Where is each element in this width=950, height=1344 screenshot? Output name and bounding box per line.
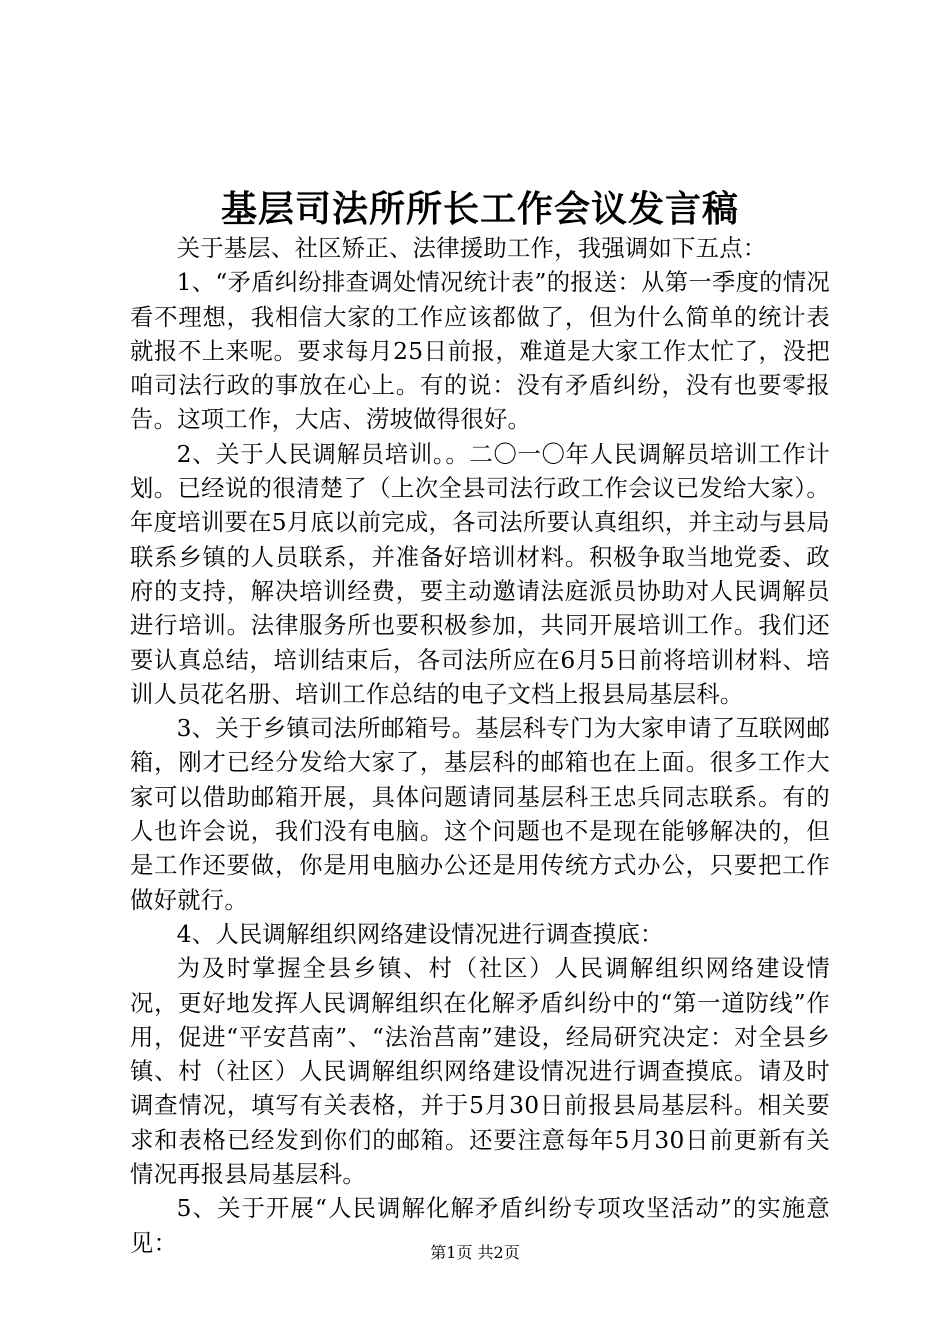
- page-title: 基层司法所所长工作会议发言稿: [220, 188, 739, 230]
- paragraph-intro: 关于基层、社区矫正、法律援助工作，我强调如下五点：: [176, 235, 767, 262]
- paragraph-point-1: 1、“矛盾纠纷排查调处情况统计表”的报送：从第一季度的情况看不理想，我相信大家的工作应该都做了，但为什么简单的统计表就报不上来呢。要求每月25日前报，难道是大家工作太忙了，没把咱司法行政的事放在心上。有的说：没有矛盾纠纷，没有也要零报告。这项工作，大店、涝坡做得很好。: [130, 269, 830, 434]
- document-body: [130, 232, 830, 1261]
- paragraph-point-5: 5、关于开展“人民调解化解矛盾纠纷专项攻坚活动”的实施意见：: [130, 1195, 830, 1257]
- paragraph-point-3: 3、关于乡镇司法所邮箱号。基层科专门为大家申请了互联网邮箱，刚才已经分发给大家了，基层科的邮箱也在上面。很多工作大家可以借助邮箱开展，具体问题请同基层科王忠兵同志联系。有的人也许会说，我们没有电脑。这个问题也不是现在能够解决的，但是工作还要做，你是用电脑办公还是用传统方式办公，只要把工作做好就行。: [130, 715, 830, 914]
- paragraph-point-2: 2、关于人民调解员培训。。二〇一〇年人民调解员培训工作计划。已经说的很清楚了（上次全县司法行政工作会议已发给大家）。年度培训要在5月底以前完成，各司法所要认真组织，并主动与县局联系乡镇的人员联系，并准备好培训材料。积极争取当地党委、政府的支持，解决培训经费，要主动邀请法庭派员协助对人民调解员进行培训。法律服务所也要积极参加，共同开展培训工作。我们还要认真总结，培训结束后，各司法所应在6月5日前将培训材料、培训人员花名册、培训工作总结的电子文档上报县局基层科。: [130, 440, 830, 708]
- paragraph-point-4-heading: 4、人民调解组织网络建设情况进行调查摸底：: [176, 920, 664, 948]
- paragraph-point-4-detail: 为及时掌握全县乡镇、村（社区）人民调解组织网络建设情况，更好地发挥人民调解组织在化解矛盾纠纷中的“第一道防线”作用，促进“平安莒南”、“法治莒南”建设，经局研究决定：对全县乡镇、村（社区）人民调解组织网络建设情况进行调查摸底。请及时调查情况，填写有关表格，并于5月30日前报县局基层科。相关要求和表格已经发到你们的邮箱。还要注意每年5月30日前更新有关情况再报县局基层科。: [130, 955, 830, 1189]
- page-footer: 第1页 共2页: [430, 1243, 520, 1262]
